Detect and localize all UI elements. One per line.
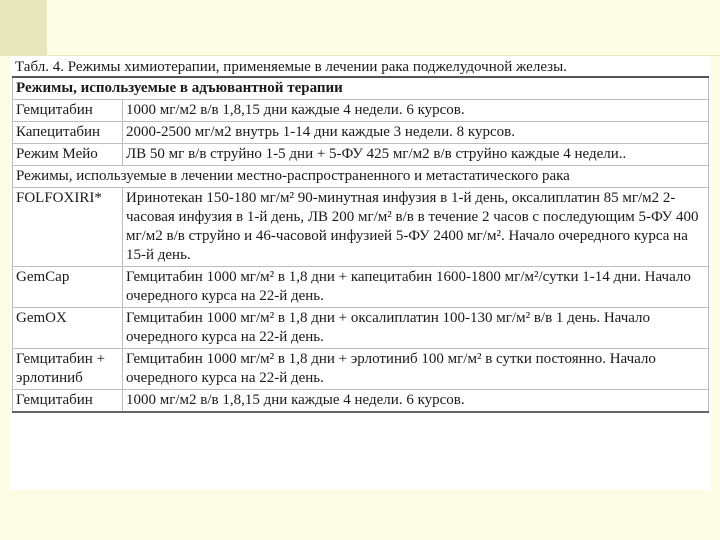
regimen-name: Режим Мейо xyxy=(13,144,123,166)
table-row xyxy=(13,100,709,122)
regimen-name: GemOX xyxy=(13,308,123,349)
regimen-description: 2000-2500 мг/м2 внутрь 1-14 дни каждые 3 недели. 8 курсов. xyxy=(123,122,709,144)
regimen-name: Гемцитабин xyxy=(13,390,123,413)
regimen-description: 1000 мг/м2 в/в 1,8,15 дни каждые 4 недели. 6 курсов. xyxy=(123,390,709,413)
regimen-description: ЛВ 50 мг в/в струйно 1-5 дни + 5-ФУ 425 мг/м2 в/в струйно каждые 4 недели.. xyxy=(123,144,709,166)
table-row xyxy=(13,144,709,166)
regimen-description: Иринотекан 150-180 мг/м² 90-минутная инфузия в 1-й день, оксалиплатин 85 мг/м2 2-часовая инфузия в 1-й день, ЛВ 200 мг/м² в/в в течение 2 часов с последующим 5-ФУ 400 мг/м2 в/в струйно и 46-часовой инфузией 5-ФУ 2400 мг/м². Начало очередного курса на 15-й день. xyxy=(123,188,709,267)
table-row xyxy=(13,267,709,308)
table-section-header xyxy=(13,166,709,188)
table-row xyxy=(13,308,709,349)
table-row xyxy=(13,122,709,144)
table-row xyxy=(13,390,709,413)
regimen-name: Капецитабин xyxy=(13,122,123,144)
regimen-description: Гемцитабин 1000 мг/м² в 1,8 дни + эрлотиниб 100 мг/м² в сутки постоянно. Начало очередного курса на 22-й день. xyxy=(123,349,709,390)
regimen-name: GemCap xyxy=(13,267,123,308)
table-row xyxy=(13,349,709,390)
regimen-description: Гемцитабин 1000 мг/м² в 1,8 дни + оксалиплатин 100-130 мг/м² в/в 1 день. Начало очередного курса на 22-й день. xyxy=(123,308,709,349)
chemotherapy-regimens-table xyxy=(12,76,709,413)
regimen-description: Гемцитабин 1000 мг/м² в 1,8 дни + капецитабин 1600-1800 мг/м²/сутки 1-14 дни. Начало очередного курса на 22-й день. xyxy=(123,267,709,308)
corner-decoration xyxy=(0,0,47,56)
table-row xyxy=(13,188,709,267)
regimen-name: Гемцитабин + эрлотиниб xyxy=(13,349,123,390)
metastatic-section-title: Режимы, используемые в лечении местно-распространенного и метастатического рака xyxy=(13,166,709,188)
regimen-name: FOLFOXIRI* xyxy=(13,188,123,267)
table-caption: Табл. 4. Режимы химиотерапии, применяемые в лечении рака поджелудочной железы. xyxy=(15,59,567,75)
regimen-description: 1000 мг/м2 в/в 1,8,15 дни каждые 4 недели. 6 курсов. xyxy=(123,100,709,122)
regimen-name: Гемцитабин xyxy=(13,100,123,122)
table-section-header xyxy=(13,77,709,100)
document-image xyxy=(10,56,711,490)
adjuvant-section-title: Режимы, используемые в адъювантной терапии xyxy=(13,77,709,100)
